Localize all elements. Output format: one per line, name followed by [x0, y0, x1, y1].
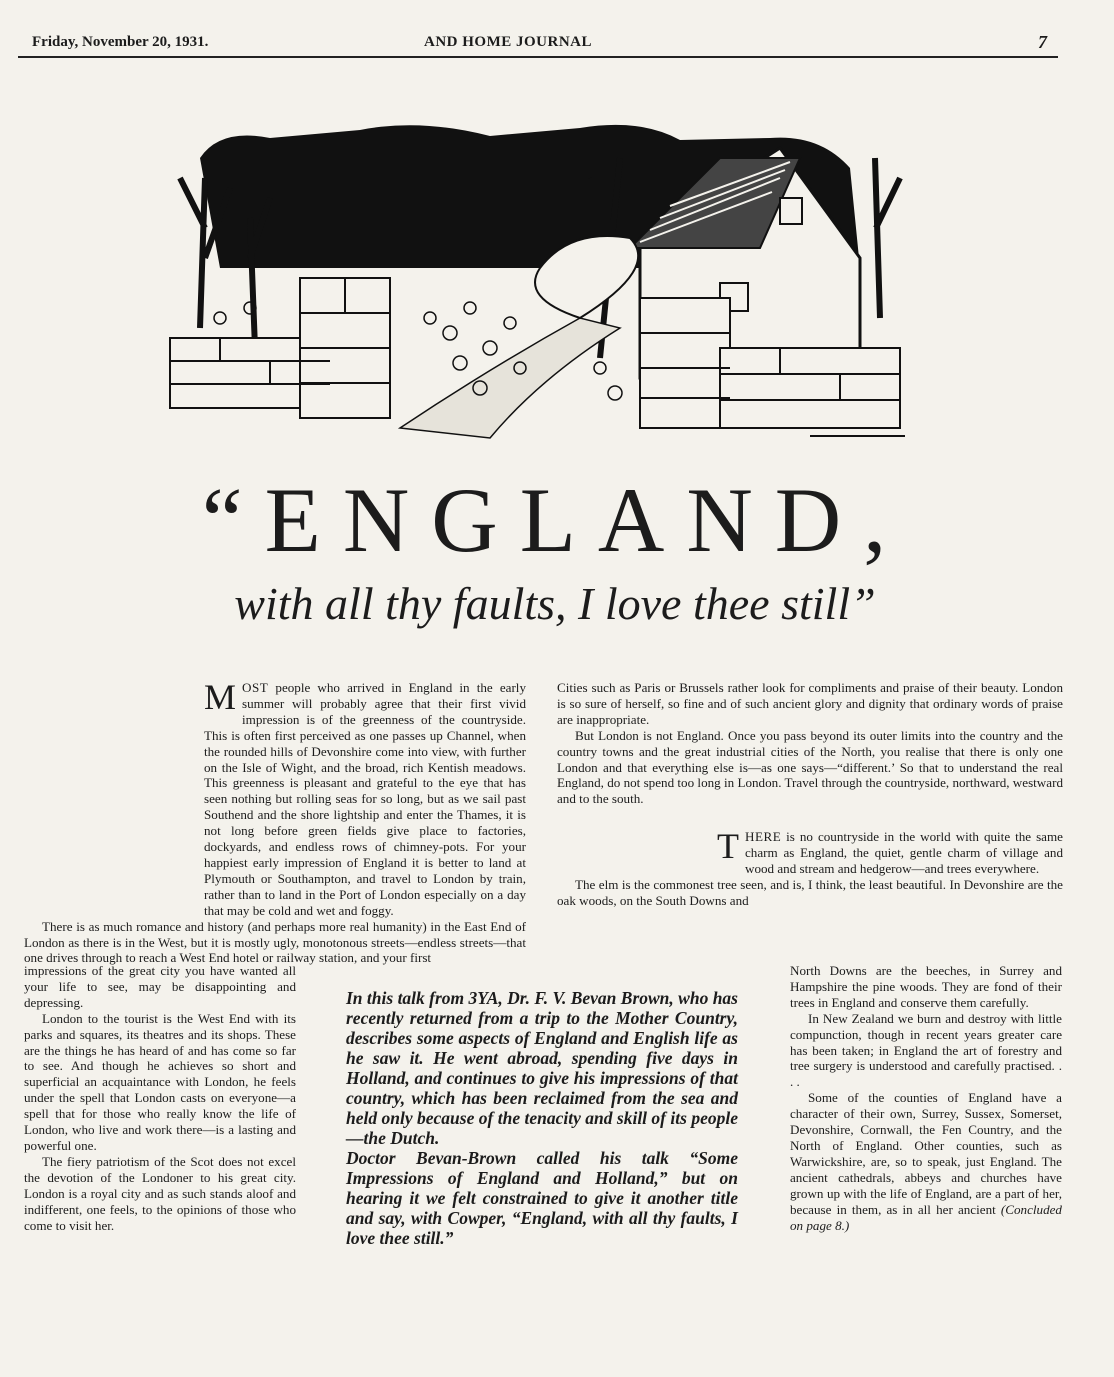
paragraph	[790, 1090, 1062, 1233]
publication-title: AND HOME JOURNAL	[424, 34, 592, 50]
subheadline: with all thy faults, I love thee still”	[234, 578, 876, 629]
header-rule	[18, 56, 1058, 58]
drop-cap: T	[717, 826, 739, 867]
paragraph: impressions of the great city you have wanted all your life to see, may be disappointing and depressing.	[24, 963, 296, 1010]
paragraph	[557, 826, 1063, 877]
article-left-narrow-column	[24, 963, 296, 1233]
paragraph: The elm is the commonest tree seen, and is, I think, the least beautiful. In Devonshire are the oak woods, on the South Downs and	[557, 876, 1063, 908]
article-right-column	[557, 680, 1063, 909]
paragraph: But London is not England. Once you pass beyond its outer limits into the country and the country towns and the great industrial cities of the North, you realise that there is only one London and that everything else is—as one says—“different.’ So that to understand the real England, do not spend too long in London. Travel through the countryside, northward, westward and to the south.	[557, 727, 1063, 807]
article-right-narrow-column	[790, 963, 1062, 1233]
lead-word: HERE	[745, 829, 782, 845]
drop-cap: M	[204, 677, 237, 717]
continuation-note: (Concluded on page 8.)	[790, 1201, 1062, 1233]
paragraph-text: people who arrived in England in the early summer will probably agree that their first vivid impression is of the greenness of the countryside. This is often first perceived as one passes up Channel, when the rounded hills of Devonshire come into view, with further on the Isle of Wight, and the broad, rich Kentish meadows. This greenness is pleasant and grateful to the eye that has seen nothing but rolling seas for so long, but as we sail past Southend and the shore lightship and enter the Thames, it is not long before green fields give place to factories, dockyards, and endless rows of chimney-pots. For your happiest early impression of England it is better to land at Plymouth or Southampton, and travel to London by train, rather than to land in the Port of London especially on a day that may be cold and wet and foggy.	[204, 680, 526, 918]
issue-date: Friday, November 20, 1931.	[32, 34, 209, 50]
paragraph-text: Some of the counties of England have a character of their own, Surrey, Sussex, Somerset, Devonshire, Cornwall, the Fen Country, and the North of England. Other counties, such as Warwickshire, are, so to speak, just England. The ancient cathedrals, abbeys and churches have grown up with the life of England, are a part of her, because in them, as in all her ancient	[790, 1090, 1062, 1217]
paragraph: In New Zealand we burn and destroy with little compunction, though in recent years greater care has been taken; in England the art of forestry and tree surgery is understood and carefully practised. . . .	[790, 1010, 1062, 1090]
paragraph: There is as much romance and history (and perhaps more real humanity) in the East End of London as there is in the West, but it is mostly ugly, monotonous streets—endless streets—that one drives through to reach a West End hotel or railway station, and your first	[24, 918, 526, 966]
intro-paragraph: Doctor Bevan-Brown called his talk “Some Impressions of England and Holland,” but on hearing it we felt constrained to give it another title and say, with Cowper, “England, with all thy faults, I love thee still.”	[346, 1148, 738, 1248]
paragraph-text: is no countryside in the world with quite the same charm as England, the quiet, gentle charm of village and wood and stream and hedgerow—and trees everywhere.	[745, 829, 1063, 877]
intro-paragraph: In this talk from 3YA, Dr. F. V. Bevan Brown, who has recently returned from a trip to the Mother Country, describes some aspects of England and English life as he saw it. He went abroad, spending five days in Holland, and continues to give his impressions of that country, which has been reclaimed from the sea and held only because of the tenacity and skill of its people—the Dutch.	[346, 988, 738, 1148]
lead-word: OST	[242, 680, 269, 695]
paragraph: Cities such as Paris or Brussels rather look for compliments and praise of their beauty. London is so sure of herself, so fine and of such ancient glory and dignity that ordinary words of praise are inappropriate.	[557, 680, 1063, 727]
paragraph	[24, 677, 526, 919]
paragraph: The fiery patriotism of the Scot does not excel the devotion of the Londoner to his great city. London is a royal city and as such stands aloof and indifferent, one feels, to the opinions of those who come to visit her.	[24, 1153, 296, 1233]
headline: “ENGLAND,	[201, 469, 909, 571]
page-number: 7	[1038, 32, 1047, 52]
cottage-illustration	[160, 118, 910, 448]
article-left-column	[24, 677, 526, 966]
editorial-intro	[346, 988, 738, 1248]
paragraph: London to the tourist is the West End with its parks and squares, its theatres and its shops. These are the things he has heard of and has come so far to see. And though he achieves so short and superficial an acquaintance with London, he feels under the spell that London casts on everyone—a spell that for those who really know the life of London, who live and work there—is a lasting and powerful one.	[24, 1010, 296, 1153]
paragraph: North Downs are the beeches, in Surrey and Hampshire the pine woods. They are fond of their trees in England and conserve them carefully.	[790, 963, 1062, 1010]
